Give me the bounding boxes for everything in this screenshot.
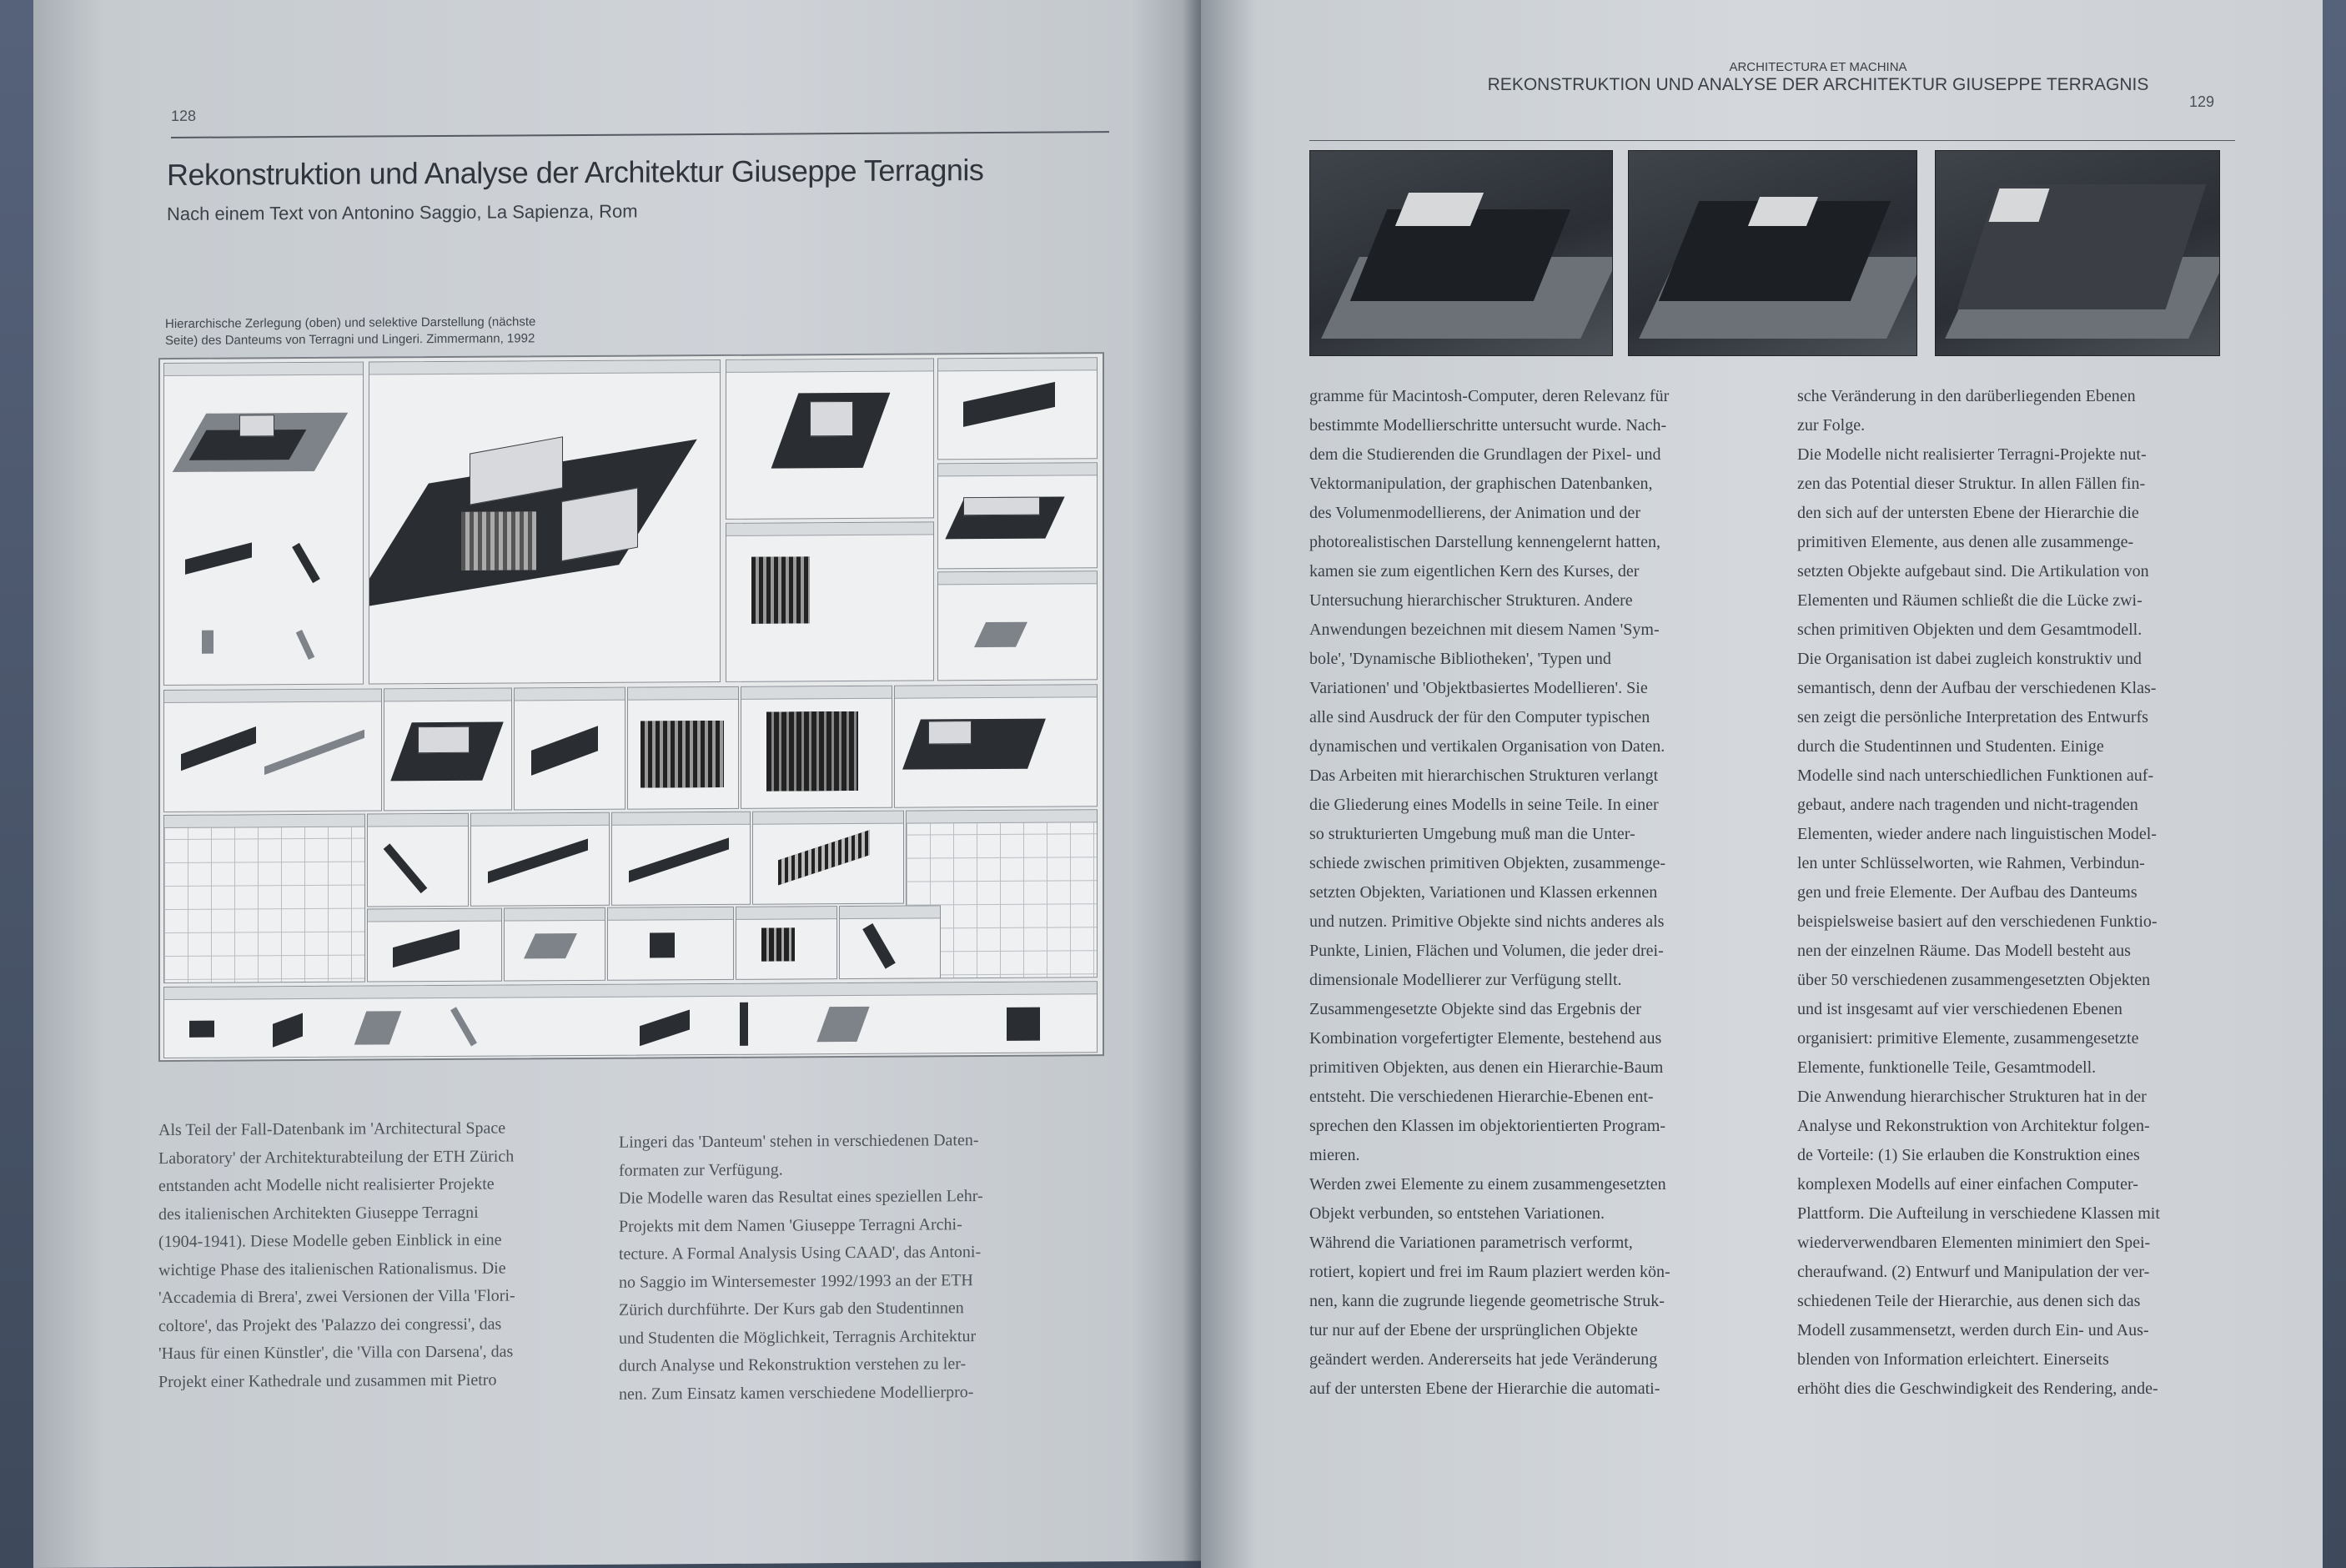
- text-line: und nutzen. Primitive Objekte sind nichts anderes als: [1309, 912, 1665, 931]
- right-page: [1201, 0, 2323, 1568]
- figure-panel: [726, 521, 934, 682]
- text-line: organisiert: primitive Elemente, zusammengesetzte: [1797, 1029, 2139, 1048]
- text-line: Modell zusammensetzt, werden durch Ein- und Aus-: [1797, 1321, 2149, 1339]
- page-number-right: 129: [2189, 93, 2215, 110]
- text-line: Modelle sind nach unterschiedlichen Funktionen auf-: [1797, 766, 2154, 785]
- text-line: so strukturierten Umgebung muß man die Unter-: [1309, 825, 1635, 843]
- text-line: Zürich durchführte. Der Kurs gab den Studentinnen: [619, 1299, 964, 1319]
- caption-line: Hierarchische Zerlegung (oben) und selektive Darstellung (nächste: [165, 314, 536, 332]
- text-line: gen und freie Elemente. Der Aufbau des Danteums: [1797, 883, 2138, 902]
- text-line: len unter Schlüsselworten, wie Rahmen, Verbindun-: [1797, 854, 2145, 872]
- figure-panel: [736, 906, 837, 980]
- text-line: entsteht. Die verschiedenen Hierarchie-Ebenen ent-: [1309, 1088, 1654, 1106]
- figure-panel-grid: [163, 814, 365, 983]
- text-line: Die Modelle waren das Resultat eines speziellen Lehr-: [619, 1187, 983, 1208]
- running-head: REKONSTRUKTION UND ANALYSE DER ARCHITEKTUR GIUSEPPE TERRAGNIS: [1487, 75, 2149, 94]
- figure-panel: [163, 688, 382, 812]
- text-line: Vektormanipulation, der graphischen Datenbanken,: [1309, 475, 1653, 493]
- text-line: zen das Potential dieser Struktur. In allen Fällen fin-: [1797, 475, 2146, 493]
- text-line: die Gliederung eines Modells in seine Teile. In einer: [1309, 796, 1659, 814]
- text-line: tur nur auf der Ebene der ursprünglichen Objekte: [1309, 1321, 1638, 1339]
- primitives-strip: [163, 981, 1098, 1058]
- text-line: entstanden acht Modelle nicht realisierter Projekte: [158, 1174, 495, 1196]
- text-line: 'Haus für einen Künstler', die 'Villa con Darsena', das: [158, 1342, 514, 1364]
- text-line: Die Modelle nicht realisierter Terragni-Projekte nut-: [1797, 445, 2147, 464]
- text-line: nen, kann die zugrunde liegende geometrische Struk-: [1309, 1292, 1665, 1310]
- text-line: schiedenen Teile der Hierarchie, aus denen sich das: [1797, 1292, 2141, 1310]
- text-line: formaten zur Verfügung.: [619, 1160, 783, 1180]
- text-line: Als Teil der Fall-Datenbank im 'Architectural Space: [158, 1118, 506, 1140]
- text-line: Elementen, wieder andere nach linguistischen Model-: [1797, 825, 2157, 843]
- figure-panel: [514, 687, 625, 811]
- figure-panel: [384, 687, 512, 811]
- article-subtitle: Nach einem Text von Antonino Saggio, La Sapienza, Rom: [167, 200, 638, 225]
- text-line: Die Organisation ist dabei zugleich konstruktiv und: [1797, 650, 2142, 668]
- text-line: nen. Zum Einsatz kamen verschiedene Modellierpro-: [619, 1382, 974, 1404]
- text-line: Punkte, Linien, Flächen und Volumen, die jeder drei-: [1309, 942, 1664, 960]
- figure-panel: [894, 684, 1098, 807]
- text-line: Werden zwei Elemente zu einem zusammengesetzten: [1309, 1175, 1666, 1194]
- text-line: Kombination vorgefertigter Elemente, bestehend aus: [1309, 1029, 1662, 1048]
- text-line: Die Anwendung hierarchischer Strukturen hat in der: [1797, 1088, 2147, 1106]
- text-line: durch Analyse und Rekonstruktion verstehen zu ler-: [619, 1354, 967, 1375]
- text-line: bole', 'Dynamische Bibliotheken', 'Typen und: [1309, 650, 1611, 668]
- running-head-small: ARCHITECTURA ET MACHINA: [1729, 60, 1907, 74]
- text-line: Untersuchung hierarchischer Strukturen. Andere: [1309, 591, 1633, 610]
- figure-panel: [752, 811, 904, 905]
- text-line: Elementen und Räumen schließt die die Lücke zwi-: [1797, 591, 2143, 610]
- figure-panel: [937, 462, 1098, 569]
- text-line: durch die Studentinnen und Studenten. Einige: [1797, 737, 2104, 756]
- text-line: des italienischen Architekten Giuseppe Terragni: [158, 1203, 479, 1224]
- text-line: wiederverwendbaren Elementen minimiert den Spei-: [1797, 1234, 2151, 1252]
- text-line: Objekt verbunden, so entstehen Variationen.: [1309, 1204, 1605, 1223]
- text-line: de Vorteile: (1) Sie erlauben die Konstruktion eines: [1797, 1146, 2140, 1164]
- text-line: sen zeigt die persönliche Interpretation des Entwurfs: [1797, 708, 2148, 726]
- text-line: photorealistischen Darstellung kennengelernt hatten,: [1309, 533, 1660, 551]
- text-line: alle sind Ausdruck der für den Computer typischen: [1309, 708, 1650, 726]
- figure-panel: [937, 357, 1098, 460]
- text-column-right-1: [1309, 382, 1772, 1404]
- text-line: (1904-1941). Diese Modelle geben Einblick in eine: [158, 1230, 502, 1252]
- text-line: sprechen den Klassen im objektorientierten Program-: [1309, 1117, 1666, 1135]
- text-line: rotiert, kopiert und frei im Raum plaziert werden kön-: [1309, 1263, 1670, 1281]
- figure-panel: [163, 362, 364, 686]
- article-title: Rekonstruktion und Analyse der Architektur Giuseppe Terragnis: [167, 153, 984, 193]
- figure-panel: [611, 812, 751, 906]
- caption-line: Seite) des Danteums von Terragni und Lingeri. Zimmermann, 1992: [165, 331, 535, 349]
- text-line: wichtige Phase des italienischen Rationalismus. Die: [158, 1259, 506, 1279]
- text-line: gebaut, andere nach tragenden und nicht-tragenden: [1797, 796, 2138, 814]
- figure-caption: [165, 314, 535, 349]
- model-photo: [1628, 150, 1917, 356]
- figure-panel: [504, 907, 605, 982]
- figure-panel: [367, 908, 502, 983]
- text-line: semantisch, denn der Aufbau der verschiedenen Klas-: [1797, 679, 2157, 697]
- text-line: erhöht dies die Geschwindigkeit des Rendering, ande-: [1797, 1380, 2158, 1398]
- text-line: setzten Objekte aufgebaut sind. Die Artikulation von: [1797, 562, 2149, 580]
- figure-panel: [627, 686, 739, 810]
- text-line: komplexen Modells auf einer einfachen Computer-: [1797, 1175, 2138, 1194]
- text-line: zur Folge.: [1797, 416, 1866, 435]
- text-line: über 50 verschiedenen zusammengesetzten Objekten: [1797, 971, 2151, 989]
- header-rule-left: [171, 131, 1109, 138]
- text-line: tecture. A Formal Analysis Using CAAD', das Antoni-: [619, 1243, 982, 1264]
- text-line: mieren.: [1309, 1146, 1360, 1164]
- text-line: dem die Studierenden die Grundlagen der Pixel- und: [1309, 445, 1661, 464]
- page-number-left: 128: [171, 107, 197, 124]
- text-line: Variationen' und 'Objektbasiertes Modellieren'. Sie: [1309, 679, 1648, 697]
- text-line: schen primitiven Objekten und dem Gesamtmodell.: [1797, 621, 2143, 639]
- text-line: cheraufwand. (2) Entwurf und Manipulation der ver-: [1797, 1263, 2150, 1281]
- text-line: beispielsweise basiert auf den verschiedenen Funktio-: [1797, 912, 2158, 931]
- model-photo: [1309, 150, 1613, 356]
- text-column-right-2: [1797, 382, 2243, 1404]
- text-line: gramme für Macintosh-Computer, deren Relevanz für: [1309, 387, 1670, 405]
- text-line: des Volumenmodellierens, der Animation und der: [1309, 504, 1640, 522]
- text-line: den sich auf der untersten Ebene der Hierarchie die: [1797, 504, 2139, 522]
- text-line: Projekts mit dem Namen 'Giuseppe Terragni Archi-: [619, 1214, 962, 1236]
- text-line: Projekt einer Kathedrale und zusammen mit Pietro: [158, 1370, 497, 1391]
- text-line: blenden von Information erleichtert. Einerseits: [1797, 1350, 2109, 1369]
- text-line: geändert werden. Andererseits hat jede Veränderung: [1309, 1350, 1658, 1369]
- figure-panel: [470, 812, 610, 907]
- text-line: schiede zwischen primitiven Objekten, zusammenge-: [1309, 854, 1666, 872]
- text-line: Elemente, funktionelle Teile, Gesamtmodell.: [1797, 1058, 2097, 1077]
- text-line: primitiven Elemente, aus denen alle zusammenge-: [1797, 533, 2134, 551]
- text-line: coltore', das Projekt des 'Palazzo dei congressi', das: [158, 1314, 502, 1335]
- text-line: und Studenten die Möglichkeit, Terragnis Architektur: [619, 1326, 977, 1348]
- header-rule-right: [1309, 140, 2235, 141]
- text-line: nen der einzelnen Räume. Das Modell besteht aus: [1797, 942, 2131, 960]
- text-line: und ist insgesamt auf vier verschiedenen Ebenen: [1797, 1000, 2122, 1018]
- text-column-left-1: [158, 1114, 617, 1396]
- figure-panel: [937, 570, 1098, 681]
- left-page: [33, 0, 1201, 1568]
- text-line: Lingeri das 'Danteum' stehen in verschiedenen Daten-: [619, 1131, 979, 1152]
- text-line: Laboratory' der Architekturabteilung der ETH Zürich: [158, 1146, 515, 1168]
- model-photo: [1935, 150, 2220, 356]
- figure-panel: [726, 358, 934, 520]
- text-line: auf der untersten Ebene der Hierarchie die automati-: [1309, 1380, 1660, 1398]
- figure-panel: [741, 686, 892, 809]
- text-line: primitiven Objekten, aus denen ein Hierarchie-Baum: [1309, 1058, 1664, 1077]
- figure-panel: [367, 813, 469, 907]
- text-line: bestimmte Modellierschritte untersucht wurde. Nach-: [1309, 416, 1667, 435]
- text-line: 'Accademia di Brera', zwei Versionen der Villa 'Flori-: [158, 1286, 515, 1308]
- text-line: dimensionale Modellierer zur Verfügung stellt.: [1309, 971, 1622, 989]
- text-line: Plattform. Die Aufteilung in verschiedene Klassen mit: [1797, 1204, 2160, 1223]
- text-line: Während die Variationen parametrisch verformt,: [1309, 1234, 1633, 1252]
- text-line: Das Arbeiten mit hierarchischen Strukturen verlangt: [1309, 766, 1659, 785]
- figure-panel: [607, 907, 734, 981]
- text-column-left-2: [619, 1126, 1103, 1409]
- text-line: no Saggio im Wintersemester 1992/1993 an der ETH: [619, 1270, 973, 1292]
- text-line: dynamischen und vertikalen Organisation von Daten.: [1309, 737, 1665, 756]
- hierarchy-figure: [158, 352, 1104, 1062]
- figure-panel: [839, 905, 941, 979]
- figure-panel-main: [369, 359, 721, 685]
- text-line: setzten Objekten, Variationen und Klassen erkennen: [1309, 883, 1658, 902]
- text-line: sche Veränderung in den darüberliegenden Ebenen: [1797, 387, 2136, 405]
- text-line: Zusammengesetzte Objekte sind das Ergebnis der: [1309, 1000, 1641, 1018]
- text-line: Anwendungen bezeichnen mit diesem Namen 'Sym-: [1309, 621, 1660, 639]
- text-line: Analyse und Rekonstruktion von Architektur folgen-: [1797, 1117, 2150, 1135]
- text-line: kamen sie zum eigentlichen Kern des Kurses, der: [1309, 562, 1640, 580]
